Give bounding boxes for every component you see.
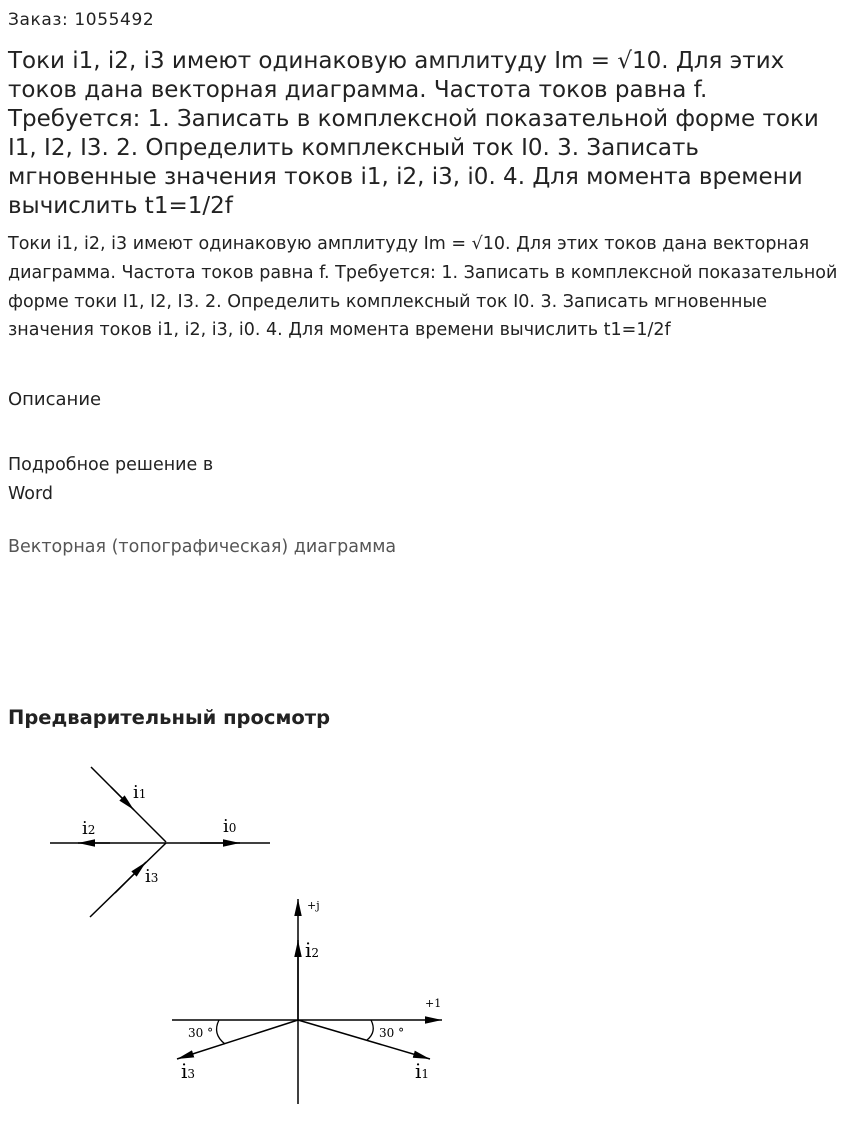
- vector-diagram: [172, 899, 442, 1104]
- node-label-i1: i1: [133, 782, 147, 803]
- node-label-i2: i2: [82, 818, 96, 839]
- node-diagram: [50, 767, 270, 917]
- preview-figure: [0, 740, 460, 1110]
- angle-arc-left: [217, 1020, 225, 1044]
- solution-line-2: Word: [8, 484, 53, 504]
- preview-heading: Предварительный просмотр: [8, 706, 331, 729]
- solution-line-1: Подробное решение в: [8, 455, 214, 475]
- vector-label-i1: i1: [415, 1059, 430, 1083]
- page-title: Токи i1, i2, i3 имеют одинаковую амплитуду Im = √10. Для этих токов дана векторная диаграмма. Частота токов равна f. Требуется: 1. Записать в комплексной показательной форме токи I1, I2, I3. 2. Определить комплексный ток I0. 3. Записать мгновенные значения токов i1, i2, i3, i0. 4. Для момента времени вычислить t1=1/2f: [8, 48, 819, 219]
- node-label-i3: i3: [145, 866, 159, 887]
- angle-arc-right: [367, 1020, 373, 1040]
- axis-label-plus-j: +j: [307, 899, 320, 912]
- description-label: Описание: [8, 389, 102, 410]
- vector-label-i2: i2: [305, 938, 320, 962]
- task-text: Токи i1, i2, i3 имеют одинаковую амплитуду Im = √10. Для этих токов дана векторная диаграмма. Частота токов равна f. Требуется: 1. Записать в комплексной показательной форме токи I1, I2, I3. 2. Определить комплексный ток I0. 3. Записать мгновенные значения токов i1, i2, i3, i0. 4. Для момента времени вычислить t1=1/2f: [8, 234, 838, 341]
- node-arrow-i1: [111, 787, 134, 810]
- order-number: Заказ: 1055492: [8, 10, 155, 30]
- vector-i1: [298, 1020, 430, 1059]
- solution-note: [8, 451, 268, 509]
- axis-label-plus-1: +1: [425, 997, 442, 1010]
- node-arrow-i3: [115, 862, 146, 893]
- diagram-caption: Векторная (топографическая) диаграмма: [8, 537, 397, 557]
- node-label-i0: i0: [223, 816, 237, 837]
- angle-label-left: 30 °: [188, 1026, 214, 1040]
- angle-label-right: 30 °: [379, 1026, 405, 1040]
- vector-label-i3: i3: [181, 1059, 196, 1083]
